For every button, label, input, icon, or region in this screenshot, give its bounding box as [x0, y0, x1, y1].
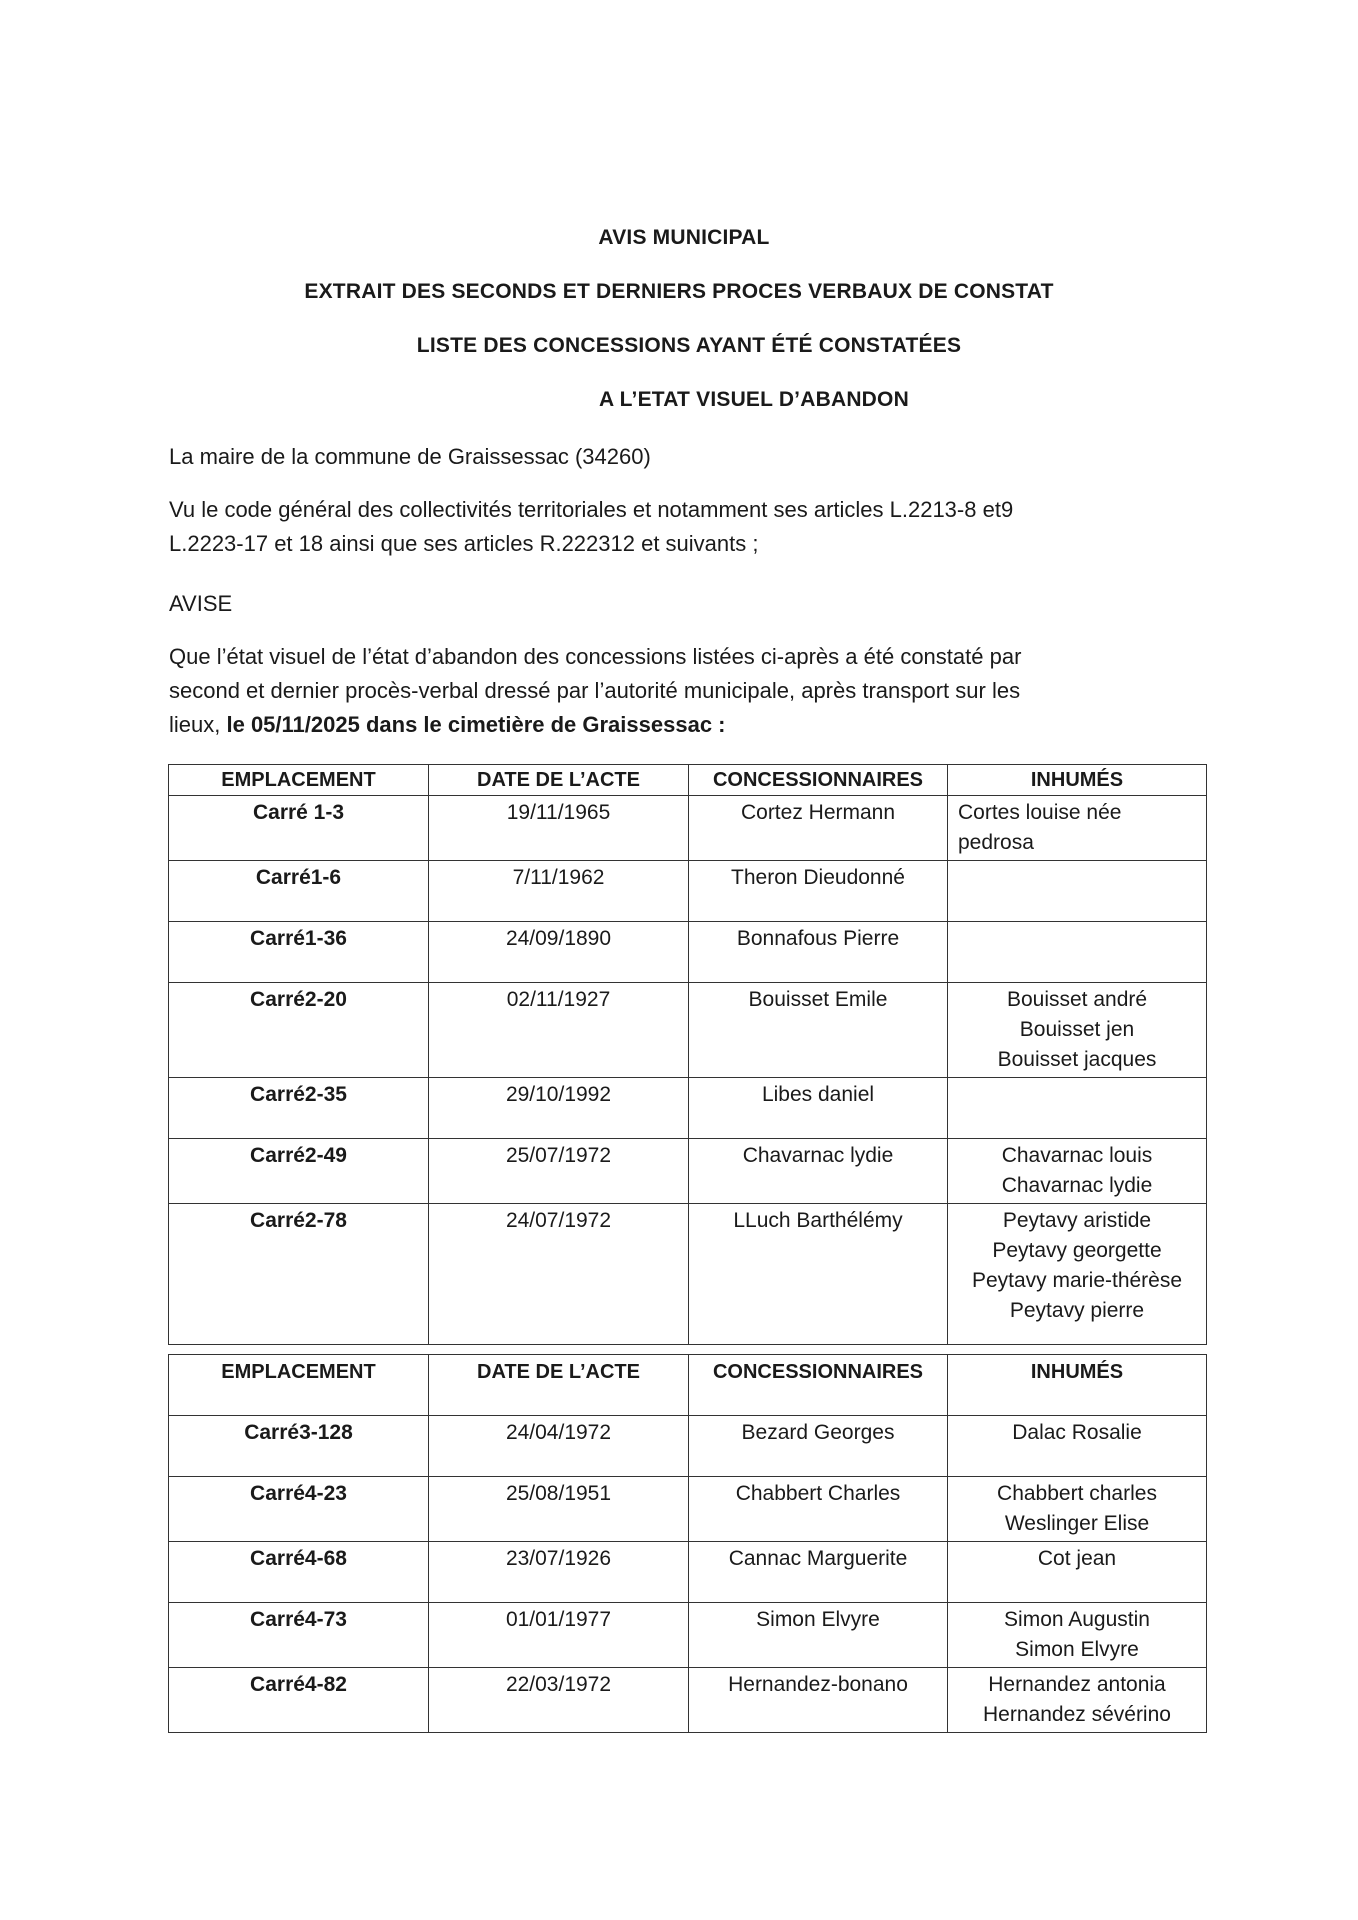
cell-inhumes	[948, 1603, 1207, 1668]
table-row	[169, 796, 1207, 861]
cell-date: 7/11/1962	[429, 861, 689, 922]
cell-concessionnaire: Cortez Hermann	[689, 796, 948, 861]
heading-avis-municipal: AVIS MUNICIPAL	[598, 226, 770, 249]
heading-etat-visuel: A L’ETAT VISUEL D’ABANDON	[599, 388, 909, 411]
inhume-name: Bouisset jacques	[997, 1048, 1157, 1071]
table-header-row	[169, 1355, 1207, 1416]
cell-emplacement: Carré2-35	[169, 1078, 429, 1139]
header-date: DATE DE L’ACTE	[429, 765, 689, 796]
cell-emplacement: Carré1-6	[169, 861, 429, 922]
inhume-name: Bouisset jen	[1019, 1018, 1135, 1041]
inhume-name: pedrosa	[958, 831, 1034, 854]
header-concessionnaires: CONCESSIONNAIRES	[689, 765, 948, 796]
paragraph-maire: La maire de la commune de Graissessac (34260)	[169, 444, 651, 469]
inhume-name: Dalac Rosalie	[1012, 1421, 1142, 1444]
paragraph-vu	[169, 493, 1179, 561]
cell-concessionnaire: Theron Dieudonné	[689, 861, 948, 922]
paragraph-que	[169, 640, 1179, 742]
inhume-name: Cot jean	[1037, 1547, 1117, 1570]
cell-concessionnaire: Libes daniel	[689, 1078, 948, 1139]
cell-inhumes	[948, 796, 1207, 861]
cell-date: 24/09/1890	[429, 922, 689, 983]
inhume-name: Simon Elvyre	[1015, 1638, 1139, 1661]
cell-inhumes	[948, 1204, 1207, 1345]
cell-inhumes	[948, 1416, 1207, 1477]
cell-inhumes	[948, 922, 1207, 983]
cell-emplacement: Carré2-49	[169, 1139, 429, 1204]
cell-emplacement: Carré 1-3	[169, 796, 429, 861]
cell-emplacement: Carré4-73	[169, 1603, 429, 1668]
table-row	[169, 1416, 1207, 1477]
table-1-body	[169, 796, 1207, 1345]
heading-extrait: EXTRAIT DES SECONDS ET DERNIERS PROCES VERBAUX DE CONSTAT	[304, 280, 1054, 303]
cell-concessionnaire: Chabbert Charles	[689, 1477, 948, 1542]
table-row	[169, 1603, 1207, 1668]
table-row	[169, 922, 1207, 983]
cell-emplacement: Carré3-128	[169, 1416, 429, 1477]
cell-emplacement: Carré2-78	[169, 1204, 429, 1345]
table-row	[169, 1542, 1207, 1603]
cell-date: 23/07/1926	[429, 1542, 689, 1603]
inhume-name: Simon Augustin	[1004, 1608, 1150, 1631]
cell-date: 01/01/1977	[429, 1603, 689, 1668]
table-header-row	[169, 765, 1207, 796]
cell-date: 24/04/1972	[429, 1416, 689, 1477]
table-row	[169, 1477, 1207, 1542]
cell-concessionnaire: Chavarnac lydie	[689, 1139, 948, 1204]
inhume-name: Cortes louise née	[958, 801, 1122, 824]
table-row	[169, 1204, 1207, 1345]
cell-date: 25/07/1972	[429, 1139, 689, 1204]
table-row	[169, 1078, 1207, 1139]
cell-inhumes	[948, 861, 1207, 922]
cell-inhumes	[948, 1139, 1207, 1204]
inhume-name: Peytavy marie-thérèse	[971, 1269, 1183, 1292]
cell-inhumes	[948, 1078, 1207, 1139]
paragraph-que-line3-start: lieux,	[169, 712, 227, 737]
inhume-name: Peytavy georgette	[992, 1239, 1162, 1262]
paragraph-que-line2: second et dernier procès-verbal dressé par l’autorité municipale, après transport sur les	[169, 678, 1021, 703]
cell-date: 25/08/1951	[429, 1477, 689, 1542]
concessions-table-2	[168, 1354, 1207, 1733]
inhume-name: Hernandez antonia	[988, 1673, 1166, 1696]
header-date: DATE DE L’ACTE	[429, 1355, 689, 1416]
inhume-name: Chavarnac lydie	[1001, 1174, 1153, 1197]
inhume-name: Chavarnac louis	[1001, 1144, 1153, 1167]
cell-inhumes	[948, 1668, 1207, 1733]
cell-emplacement: Carré4-68	[169, 1542, 429, 1603]
cell-concessionnaire: LLuch Barthélémy	[689, 1204, 948, 1345]
inhume-name: Hernandez sévérino	[983, 1703, 1171, 1726]
paragraph-que-line3	[169, 708, 1179, 742]
cell-emplacement: Carré4-82	[169, 1668, 429, 1733]
table-row	[169, 1139, 1207, 1204]
table-row	[169, 983, 1207, 1078]
cell-concessionnaire: Simon Elvyre	[689, 1603, 948, 1668]
cell-date: 29/10/1992	[429, 1078, 689, 1139]
paragraph-que-line1: Que l’état visuel de l’état d’abandon des concessions listées ci-après a été constaté par	[169, 644, 1022, 669]
cell-date: 22/03/1972	[429, 1668, 689, 1733]
cell-emplacement: Carré2-20	[169, 983, 429, 1078]
header-inhumes: INHUMÉS	[948, 765, 1207, 796]
headings-block	[0, 222, 1358, 438]
inhume-name: Peytavy aristide	[1002, 1209, 1152, 1232]
inhume-name: Peytavy pierre	[1009, 1299, 1145, 1322]
cell-concessionnaire: Bezard Georges	[689, 1416, 948, 1477]
header-inhumes: INHUMÉS	[948, 1355, 1207, 1416]
cell-date: 19/11/1965	[429, 796, 689, 861]
paragraph-avise: AVISE	[169, 591, 233, 616]
header-concessionnaires: CONCESSIONNAIRES	[689, 1355, 948, 1416]
cell-concessionnaire: Hernandez-bonano	[689, 1668, 948, 1733]
heading-liste: LISTE DES CONCESSIONS AYANT ÉTÉ CONSTATÉES	[416, 334, 962, 357]
inhume-name: Weslinger Elise	[1004, 1512, 1150, 1535]
cell-inhumes	[948, 1542, 1207, 1603]
table-row	[169, 1668, 1207, 1733]
table-row	[169, 861, 1207, 922]
table-2-body	[169, 1416, 1207, 1733]
cell-concessionnaire: Bonnafous Pierre	[689, 922, 948, 983]
header-emplacement: EMPLACEMENT	[169, 1355, 429, 1416]
inhume-name: Chabbert charles	[997, 1482, 1157, 1505]
cell-date: 24/07/1972	[429, 1204, 689, 1345]
paragraph-vu-line2: L.2223-17 et 18 ainsi que ses articles R.222312 et suivants ;	[169, 531, 759, 556]
paragraph-que-date-place: le 05/11/2025 dans le cimetière de Graissessac :	[226, 712, 726, 737]
inhume-name: Bouisset andré	[1006, 988, 1148, 1011]
cell-emplacement: Carré4-23	[169, 1477, 429, 1542]
header-emplacement: EMPLACEMENT	[169, 765, 429, 796]
cell-inhumes	[948, 983, 1207, 1078]
cell-date: 02/11/1927	[429, 983, 689, 1078]
cell-inhumes	[948, 1477, 1207, 1542]
cell-emplacement: Carré1-36	[169, 922, 429, 983]
cell-concessionnaire: Bouisset Emile	[689, 983, 948, 1078]
cell-concessionnaire: Cannac Marguerite	[689, 1542, 948, 1603]
paragraph-vu-line1: Vu le code général des collectivités territoriales et notamment ses articles L.2213-8 et9	[169, 497, 1014, 522]
concessions-table-1	[168, 764, 1207, 1345]
